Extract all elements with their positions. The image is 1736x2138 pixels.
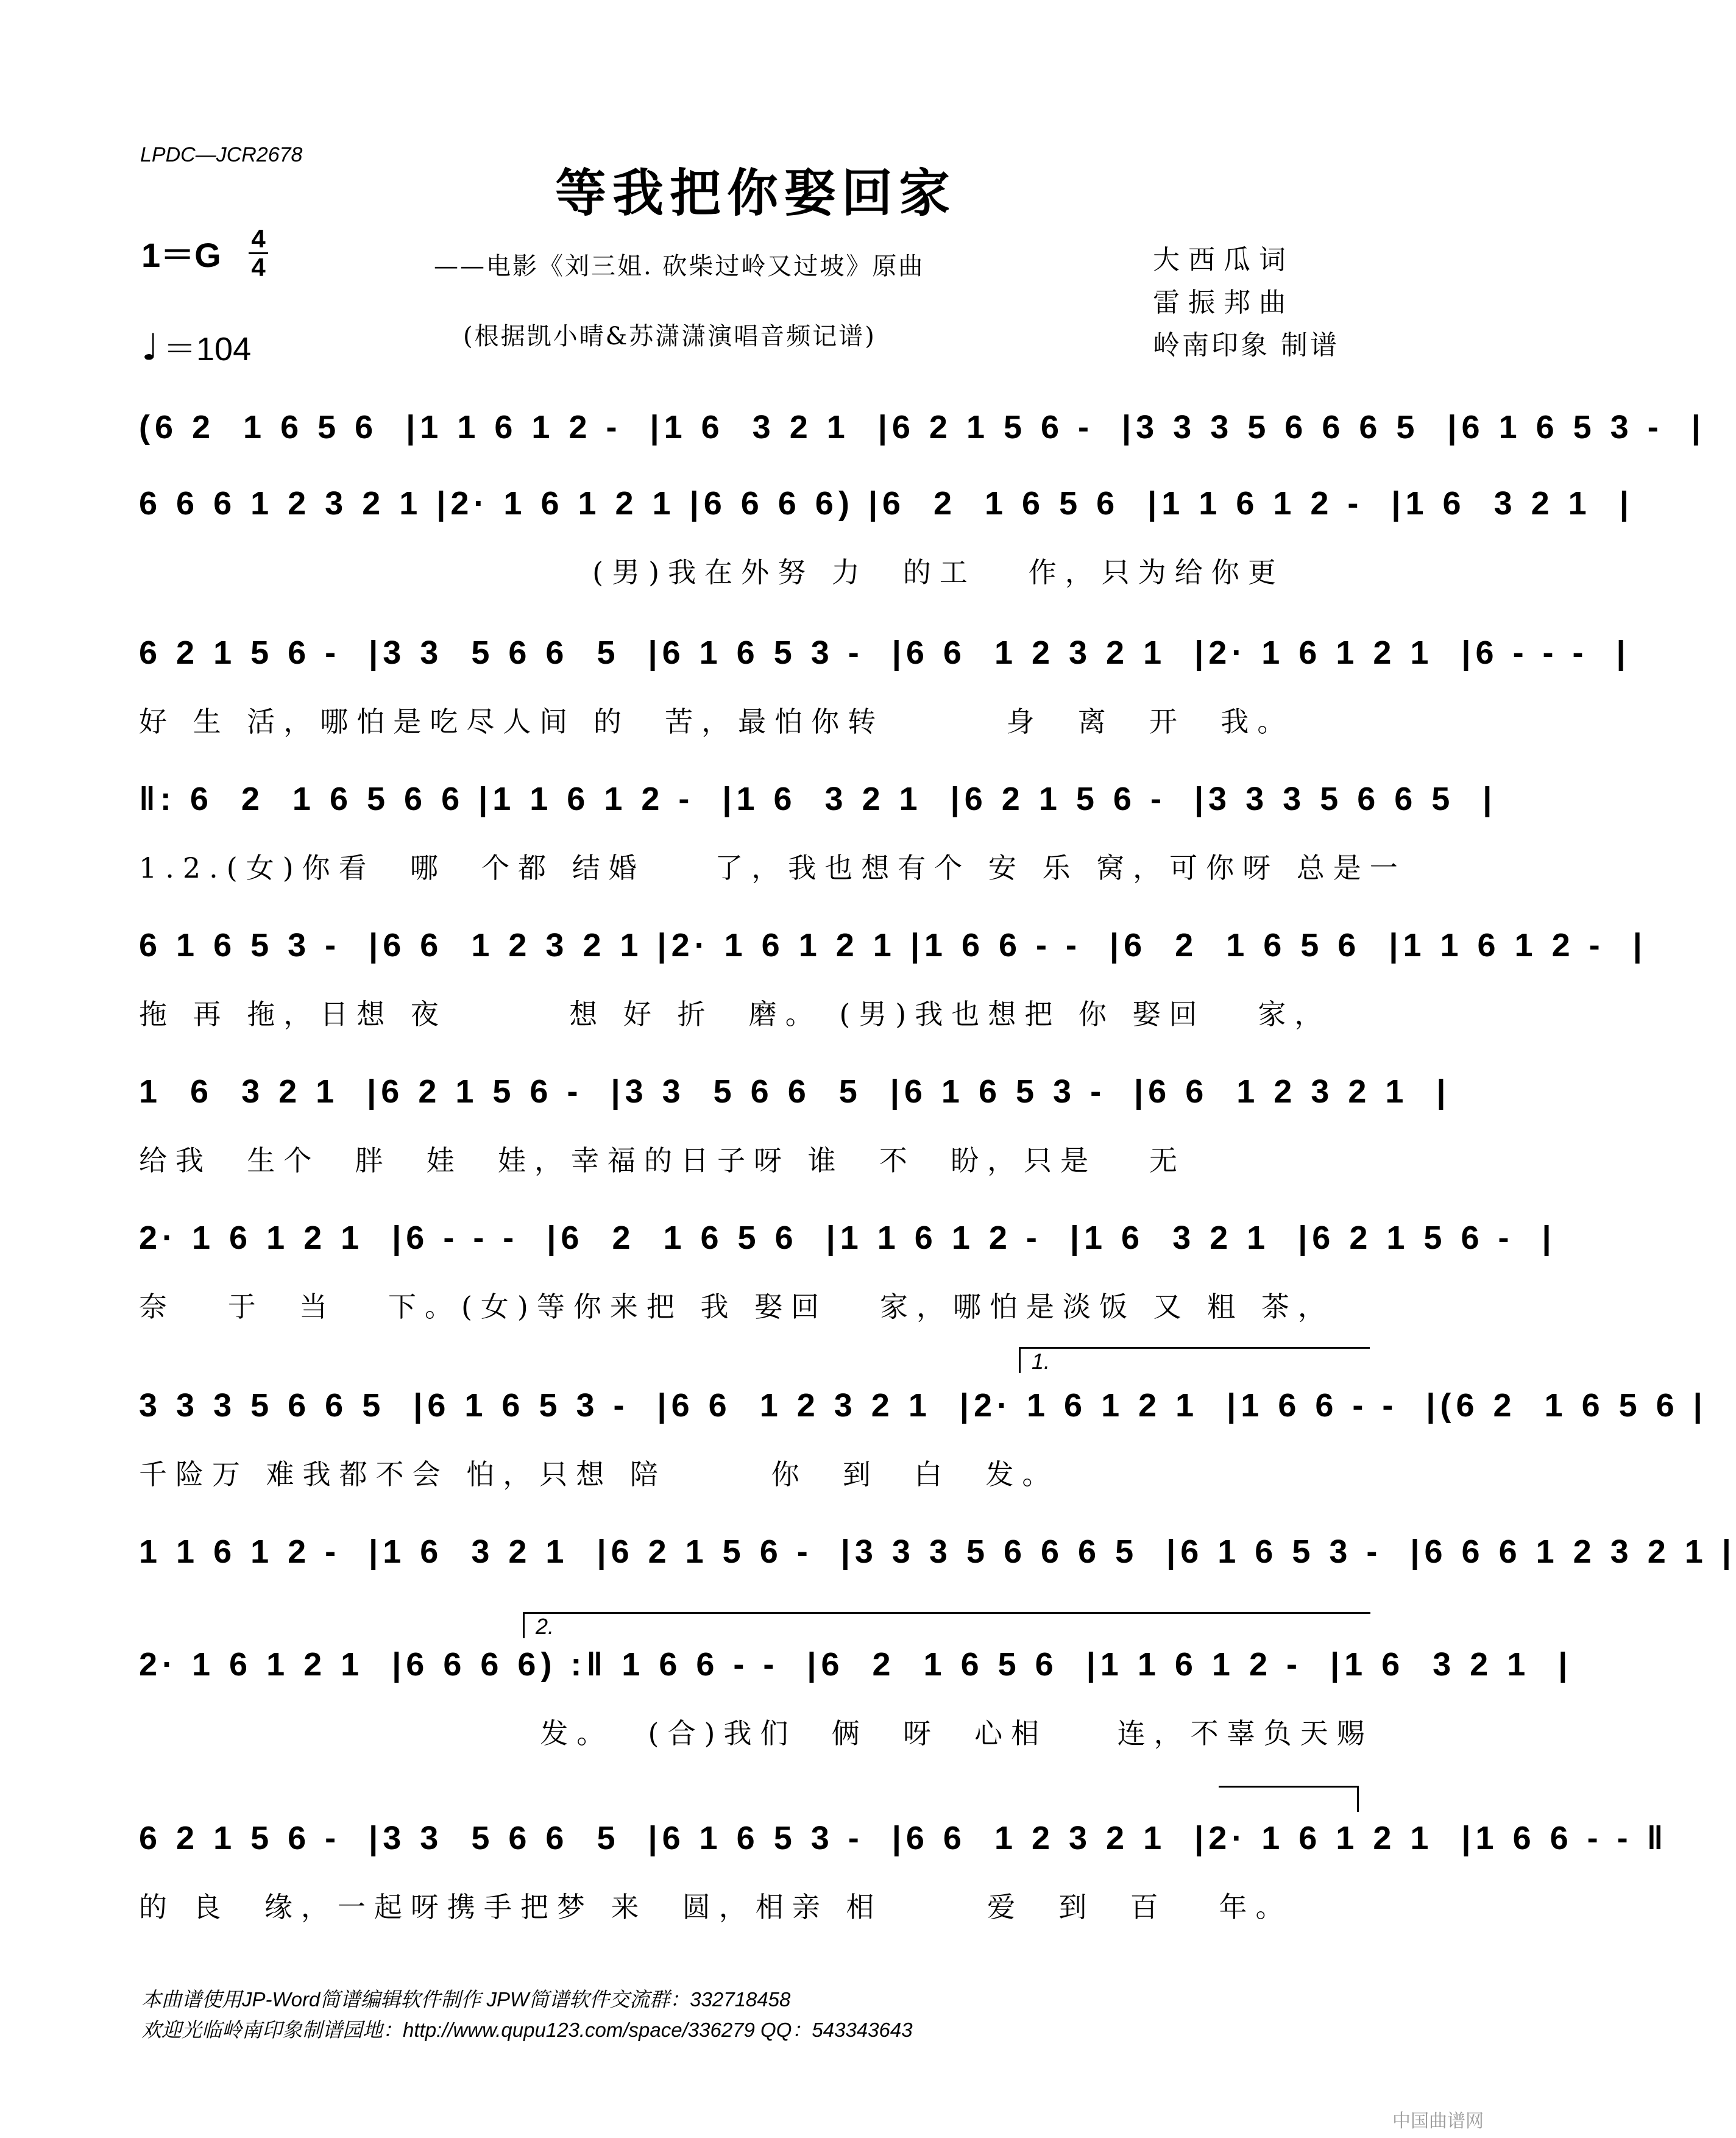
score-line — [139, 1819, 1668, 1886]
score-line — [139, 485, 1634, 552]
footer-line-1: 本曲谱使用JP-Word简谱编辑软件制作 JPW简谱软件交流群：332718458 — [141, 1988, 791, 2011]
footer-line-2: 欢迎光临岭南印象制谱园地：http://www.qupu123.com/space/336279 QQ：543343643 — [141, 2019, 913, 2041]
score-line — [139, 1533, 1736, 1600]
notation-line: 3 3 3 5 6 6 5 |6 1 6 5 3 - |6 6 1 2 3 2 1 |2· 1 6 1 2 1 |1 6 6 - - |(6 2 1 6 5 6 | — [139, 1387, 1707, 1424]
lyric-line: 发。 (合)我们 俩 呀 心相 连，不辜负天赐 — [139, 1717, 1373, 1750]
score-line — [139, 780, 1497, 847]
lyric-line: (男)我在外努 力 的工 作，只为给你更 — [139, 556, 1284, 589]
time-bottom: 4 — [251, 253, 266, 282]
transcription-note: (根据凯小晴&苏潇潇演唱音频记谱) — [463, 322, 876, 350]
notation-line: 6 1 6 5 3 - |6 6 1 2 3 2 1 |2· 1 6 1 2 1 |1 6 6 - - |6 2 1 6 5 6 |1 1 6 1 2 - | — [139, 927, 1647, 964]
notation-line: 1 1 6 1 2 - |1 6 3 2 1 |6 2 1 5 6 - |3 3 3 5 6 6 6 5 |6 1 6 5 3 - |6 6 6 1 2 3 2 1 | — [139, 1533, 1736, 1570]
beam-decoration — [139, 1819, 1668, 1886]
lyric-line: 1.2.(女)你看 哪 个都 结婚 了，我也想有个 安 乐 窝，可你呀 总是一 — [139, 851, 1406, 884]
beam-decoration — [139, 1646, 1573, 1713]
notation-line: 2· 1 6 1 2 1 |6 6 6 6) :‖ 1 6 6 - - |6 2 1 6 5 6 |1 1 6 1 2 - |1 6 3 2 1 | — [139, 1646, 1573, 1683]
score-line — [139, 1219, 1556, 1286]
notation-line: 1 6 3 2 1 |6 2 1 5 6 - |3 3 5 6 6 5 |6 1 6 5 3 - |6 6 1 2 3 2 1 | — [139, 1073, 1451, 1110]
first-ending-bracket: 1. — [1019, 1347, 1370, 1373]
ending-bracket-continuation — [1219, 1786, 1359, 1812]
notation-line: ‖: 6 2 1 6 5 6 6 |1 1 6 1 2 - |1 6 3 2 1 |6 2 1 5 6 - |3 3 3 5 6 6 5 | — [139, 781, 1497, 817]
notation-line: 2· 1 6 1 2 1 |6 - - - |6 2 1 6 5 6 |1 1 6 1 2 - |1 6 3 2 1 |6 2 1 5 6 - | — [139, 1220, 1556, 1256]
subtitle: ——电影《刘三姐. 砍柴过岭又过坡》原曲 — [434, 252, 925, 280]
beam-decoration — [139, 780, 1497, 847]
second-ending-bracket: 2. — [523, 1612, 1370, 1638]
beam-decoration — [139, 1387, 1707, 1454]
lyric-line: 好 生 活，哪怕是吃尽人间 的 苦，最怕你转 身 离 开 我。 — [139, 705, 1294, 738]
notation-line: (6 2 1 6 5 6 |1 1 6 1 2 - |1 6 3 2 1 |6 2 1 5 6 - |3 3 3 5 6 6 6 5 |6 1 6 5 3 - | — [139, 409, 1706, 446]
site-watermark: 中国曲谱网 — [1392, 2111, 1484, 2132]
tempo-marking: ＝104 — [163, 331, 252, 368]
time-top: 4 — [251, 224, 266, 253]
score-line — [139, 408, 1706, 475]
time-signature — [249, 224, 268, 282]
score-line — [139, 1073, 1451, 1140]
lyric-line: 拖 再 拖，日想 夜 想 好 折 磨。 (男)我也想把 你 娶回 家， — [139, 998, 1331, 1031]
notation-line: 6 6 6 1 2 3 2 1 |2· 1 6 1 2 1 |6 6 6 6) |6 2 1 6 5 6 |1 1 6 1 2 - |1 6 3 2 1 | — [139, 485, 1634, 522]
lyric-line: 千险万 难我都不会 怕，只想 陪 你 到 白 发。 — [139, 1458, 1059, 1491]
notation-line: 6 2 1 5 6 - |3 3 5 6 6 5 |6 1 6 5 3 - |6 6 1 2 3 2 1 |2· 1 6 1 2 1 |1 6 6 - - ‖ — [139, 1820, 1668, 1856]
score-line — [139, 634, 1631, 701]
song-title: 等我把你娶回家 — [554, 163, 956, 223]
score-line — [139, 1387, 1707, 1454]
key-signature: 1＝G — [141, 236, 221, 274]
beam-decoration — [139, 1073, 1451, 1140]
beam-decoration — [139, 408, 1706, 475]
lyric-line: 给我 生个 胖 娃 娃，幸福的日子呀 谁 不 盼，只是 无 — [139, 1144, 1186, 1177]
quarter-note-icon: ♩ — [141, 326, 159, 369]
score-code: LPDC—JCR2678 — [140, 143, 303, 166]
lyricist-credit: 大西瓜词 — [1153, 244, 1294, 275]
score-line — [139, 1646, 1573, 1713]
score-line — [139, 926, 1647, 993]
beam-decoration — [139, 1533, 1736, 1600]
composer-credit: 雷振邦曲 — [1153, 287, 1294, 318]
lyric-line: 的 良 缘，一起呀携手把梦 来 圆，相亲 相 爱 到 百 年。 — [139, 1891, 1292, 1923]
beam-decoration — [139, 1219, 1556, 1286]
beam-decoration — [139, 485, 1634, 552]
beam-decoration — [139, 634, 1631, 701]
arranger-credit: 岭南印象 制谱 — [1153, 330, 1339, 361]
notation-line: 6 2 1 5 6 - |3 3 5 6 6 5 |6 1 6 5 3 - |6 6 1 2 3 2 1 |2· 1 6 1 2 1 |6 - - - | — [139, 634, 1631, 671]
beam-decoration — [139, 926, 1647, 993]
lyric-line: 奈 于 当 下。(女)等你来把 我 娶回 家，哪怕是淡饭 又 粗 茶， — [139, 1290, 1334, 1323]
